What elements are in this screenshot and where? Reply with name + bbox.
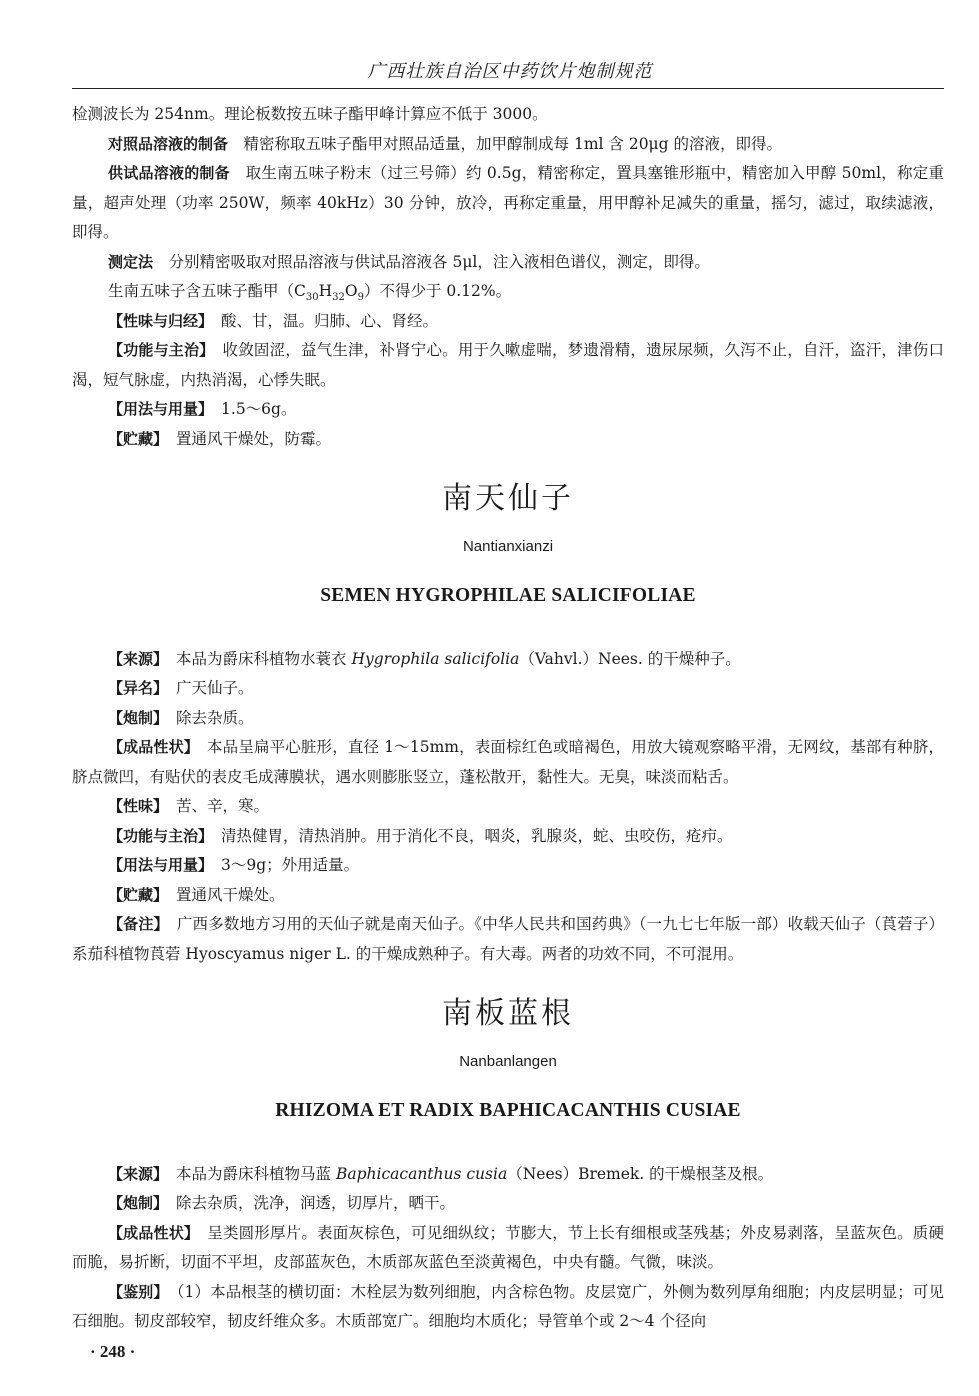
formula-o: O [344,282,358,300]
prev-taste-label: 【性味与归经】 [108,311,206,330]
test-solution-text: 取生南五味子粉末（过三号筛）约 0.5g，精密称定，置具塞锥形瓶中，精密加入甲醇 50ml，称定重量，超声处理（功率 250W，频率 40kHz）30 分钟，放冷，再称定重量，用甲醇补足减失的重量，摇匀，滤过，取续滤液，即得。 [72,164,944,241]
entry1-latin-title: SEMEN HYGROPHILAE SALICIFOLIAE [320,585,696,606]
running-header: 广西壮族自治区中药饮片炮制规范 [367,61,653,82]
entry1-storage-paragraph [72,881,944,911]
entry1-alias-text: 广天仙子。 [176,679,254,697]
entry1-function-paragraph [72,822,944,852]
entry1-alias-paragraph [72,674,944,704]
prev-usage-label: 【用法与用量】 [108,400,206,418]
ref-solution-paragraph [72,130,944,160]
prev-function-paragraph [72,336,944,395]
entry1-processing-text: 除去杂质。 [176,708,254,727]
entry1-characteristics-text: 本品呈扁平心脏形，直径 1～15mm，表面棕红色或暗褐色，用放大镜观察略平滑，无网纹，基部有种脐，脐点微凹，有贴伏的表皮毛成薄膜状，遇水则膨胀竖立，蓬松散开，黏性大。无臭，味淡而粘舌。 [72,738,944,786]
prev-usage-paragraph [72,395,944,425]
entry2-latin-title: RHIZOMA ET RADIX BAPHICACANTHIS CUSIAE [275,1100,741,1121]
entry1-processing-paragraph [72,704,944,734]
entry1-alias-label: 【异名】 [108,679,161,697]
entry1-characteristics-label: 【成品性状】 [108,738,192,756]
entry1-storage-label: 【贮藏】 [108,885,161,904]
detection-line: 检测波长为 254nm。理论板数按五味子酯甲峰计算应不低于 3000。 [72,105,548,123]
prev-storage-label: 【贮藏】 [108,429,161,448]
method-label: 测定法 [108,252,154,271]
entry2-processing-paragraph [72,1189,944,1219]
page-number: · 248 · [90,1342,136,1361]
entry2-characteristics-text: 呈类圆形厚片。表面灰棕色，可见细纵纹；节膨大，节上长有细根或茎残基；外皮易剥落，呈蓝灰色。质硬而脆，易折断，切面不平坦，皮部蓝灰色，木质部灰蓝色至淡黄褐色，中央有髓。气微，味淡。 [72,1223,944,1271]
entry1-taste-text: 苦、辛，寒。 [176,797,270,815]
entry1-usage-label: 【用法与用量】 [108,856,206,874]
entry1-note-label: 【备注】 [108,915,162,933]
content-paragraph [72,277,944,307]
formula-sub-o: 9 [357,292,364,304]
entry1-taste-label: 【性味】 [108,797,161,815]
entry2-characteristics-label: 【成品性状】 [108,1223,192,1242]
ref-solution-label: 对照品溶液的制备 [108,134,229,153]
prev-storage-text: 置通风干燥处，防霉。 [176,429,332,448]
test-solution-label: 供试品溶液的制备 [108,164,230,182]
entry2-processing-text: 除去杂质，洗净，润透，切厚片，晒干。 [176,1194,456,1212]
entry1-pinyin: Nantianxianzi [462,537,554,555]
ref-solution-text: 精密称取五味子酯甲对照品适量，加甲醇制成每 1ml 含 20μg 的溶液，即得。 [243,134,782,153]
entry2-source-label: 【来源】 [108,1164,161,1183]
test-solution-paragraph [72,159,944,248]
entry2-processing-label: 【炮制】 [108,1194,161,1212]
method-paragraph [72,248,944,278]
entry1-storage-text: 置通风干燥处。 [176,885,285,904]
entry2-source-text-post: （Nees）Bremek. 的干燥根茎及根。 [507,1164,774,1183]
entry1-source-text-pre: 本品为爵床科植物水蓑衣 [176,649,347,668]
entry2-identification-text: （1）本品根茎的横切面：木栓层为数列细胞，内含棕色物。皮层宽广，外侧为数列厚角细胞；内皮层明显；可见石细胞。韧皮部较窄，韧皮纤维众多。木质部宽广。细胞均木质化；导管单个或 2～4 个径向 [72,1282,944,1330]
entry1-source-latin: Hygrophila salicifolia [351,649,520,668]
prev-function-text: 收敛固涩，益气生津，补肾宁心。用于久嗽虚喘，梦遗滑精，遗尿尿频，久泻不止，自汗，盗汗，津伤口渴，短气脉虚，内热消渴，心悸失眠。 [72,341,944,389]
entry1-title: 南天仙子 [442,481,574,516]
entry1-taste-paragraph [72,792,944,822]
entry2-pinyin: Nanbanlangen [459,1052,557,1070]
formula-h: H [318,282,333,300]
entry1-note-text: 广西多数地方习用的天仙子就是南天仙子。《中华人民共和国药典》（一九七七年版一部）收载天仙子（莨菪子）系茄科植物莨菪 Hyoscyamus niger L. 的干燥成熟种子。有大毒。两者的功效不同，不可混用。 [72,915,944,963]
page-body [72,100,944,1337]
formula-sub-c: 30 [305,292,319,304]
entry2-source-latin: Baphicacanthus cusia [335,1164,508,1183]
entry2-identification-label: 【鉴别】 [108,1282,161,1301]
prev-taste-paragraph [72,307,944,337]
entry2-characteristics-paragraph [72,1219,944,1278]
entry1-source-label: 【来源】 [108,649,161,668]
entry1-processing-label: 【炮制】 [108,708,161,727]
entry1-usage-paragraph [72,851,944,881]
content-text-pre: 生南五味子含五味子酯甲（C [108,282,306,300]
content-text-post: ）不得少于 0.12%。 [363,282,512,300]
entry2-identification-paragraph [72,1278,944,1337]
entry1-function-label: 【功能与主治】 [108,826,206,845]
entry1-function-text: 清热健胃，清热消肿。用于消化不良，咽炎，乳腺炎，蛇、虫咬伤，疮疖。 [221,826,733,845]
entry1-usage-text: 3～9g；外用适量。 [221,856,360,874]
entry2-title: 南板蓝根 [442,996,574,1031]
prev-taste-text: 酸、甘，温。归肺、心、肾经。 [221,311,439,330]
header-rule [72,88,944,89]
prev-function-label: 【功能与主治】 [108,341,207,359]
method-text: 分别精密吸取对照品溶液与供试品溶液各 5μl，注入液相色谱仪，测定，即得。 [168,252,710,271]
entry1-source-text-post: （Vahvl.）Nees. 的干燥种子。 [519,649,741,668]
prev-storage-paragraph [72,425,944,455]
formula-sub-h: 32 [332,292,345,304]
entry2-source-paragraph [72,1160,944,1190]
entry1-characteristics-paragraph [72,733,944,792]
entry1-source-paragraph [72,645,944,675]
entry1-note-paragraph [72,910,944,969]
entry2-source-text-pre: 本品为爵床科植物马蓝 [176,1164,332,1183]
prev-usage-text: 1.5～6g。 [221,400,297,418]
